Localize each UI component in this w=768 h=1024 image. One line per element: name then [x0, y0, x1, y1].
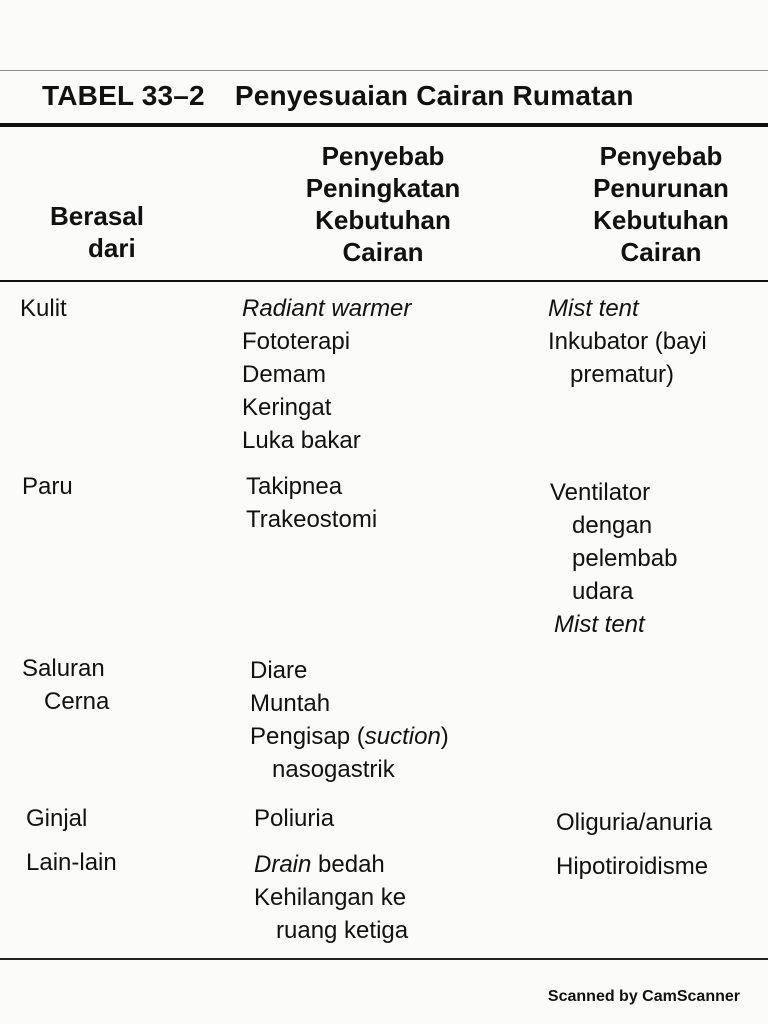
cause-item: prematur) — [570, 361, 675, 388]
cause-item: udara — [572, 578, 634, 605]
row-kulit-origin — [20, 292, 67, 325]
origin-text: Lain-lain — [26, 849, 117, 876]
scanner-watermark: Scanned by CamScanner — [547, 988, 740, 1005]
row-lain-lain-origin — [26, 846, 117, 879]
cause-item — [250, 720, 449, 753]
header-origin-line: Berasal — [50, 201, 144, 231]
cause-item: Mist tent — [548, 295, 639, 322]
cause-item: Radiant warmer — [242, 295, 412, 322]
row-ginjal-increase — [254, 802, 334, 835]
origin-text: Cerna — [44, 688, 110, 715]
header-increase — [284, 140, 482, 268]
cause-item: Takipnea — [246, 473, 343, 500]
header-decrease-line: Cairan — [620, 237, 702, 267]
cause-item: Inkubator (bayi — [548, 328, 707, 355]
header-increase-line: Kebutuhan — [315, 205, 451, 235]
origin-text: Kulit — [20, 295, 67, 322]
header-increase-line: Peningkatan — [305, 173, 461, 203]
header-increase-line: Cairan — [342, 237, 424, 267]
header-increase-line: Penyebab — [321, 141, 445, 171]
row-paru-increase — [246, 470, 377, 536]
top-divider — [0, 70, 768, 71]
cause-item — [254, 848, 408, 881]
row-lain-lain-decrease — [556, 850, 708, 883]
origin-text: Paru — [22, 473, 73, 500]
origin-text: Ginjal — [26, 805, 88, 832]
table-title — [42, 80, 634, 112]
header-decrease-line: Penyebab — [599, 141, 723, 171]
row-kulit-decrease — [548, 292, 707, 391]
cause-item: Hipotiroidisme — [556, 853, 709, 880]
cause-item: Kehilangan ke — [254, 884, 407, 911]
header-divider — [0, 280, 768, 282]
row-ginjal-origin — [26, 802, 87, 835]
origin-text: Saluran — [22, 655, 105, 682]
cause-item: Ventilator — [550, 479, 651, 506]
header-decrease-line: Kebutuhan — [593, 205, 729, 235]
row-saluran-cerna-increase — [250, 654, 449, 786]
cause-text-italic: Drain — [254, 851, 312, 878]
header-origin-line: dari — [88, 233, 136, 263]
cause-item: Diare — [250, 657, 308, 684]
cause-item: Keringat — [242, 394, 332, 421]
cause-item: pelembab — [572, 545, 678, 572]
cause-item: Fototerapi — [242, 328, 351, 355]
cause-item: Luka bakar — [242, 427, 361, 454]
header-decrease — [566, 140, 756, 268]
cause-item: Demam — [242, 361, 327, 388]
row-saluran-cerna-origin — [22, 652, 109, 718]
table-bottom-divider — [0, 958, 768, 960]
cause-text-italic: suction — [364, 723, 441, 750]
cause-text: bedah — [311, 851, 385, 878]
cause-item: dengan — [572, 512, 653, 539]
row-lain-lain-increase — [254, 848, 408, 947]
cause-item: Trakeostomi — [246, 506, 378, 533]
table-number: TABEL 33–2 — [42, 80, 205, 111]
cause-item: Poliuria — [254, 805, 335, 832]
cause-item: nasogastrik — [272, 756, 395, 783]
title-divider — [0, 123, 768, 127]
row-paru-origin — [22, 470, 73, 503]
row-ginjal-decrease — [556, 806, 712, 839]
cause-item: ruang ketiga — [276, 917, 409, 944]
cause-text: Pengisap ( — [250, 723, 365, 750]
row-paru-decrease — [550, 476, 677, 641]
cause-item: Muntah — [250, 690, 331, 717]
table-title-text: Penyesuaian Cairan Rumatan — [234, 80, 634, 111]
row-kulit-increase — [242, 292, 411, 457]
cause-item: Oliguria/anuria — [556, 809, 713, 836]
header-decrease-line: Penurunan — [593, 173, 729, 203]
header-origin — [50, 200, 144, 264]
cause-item: Mist tent — [554, 611, 645, 638]
cause-text: ) — [440, 723, 449, 750]
